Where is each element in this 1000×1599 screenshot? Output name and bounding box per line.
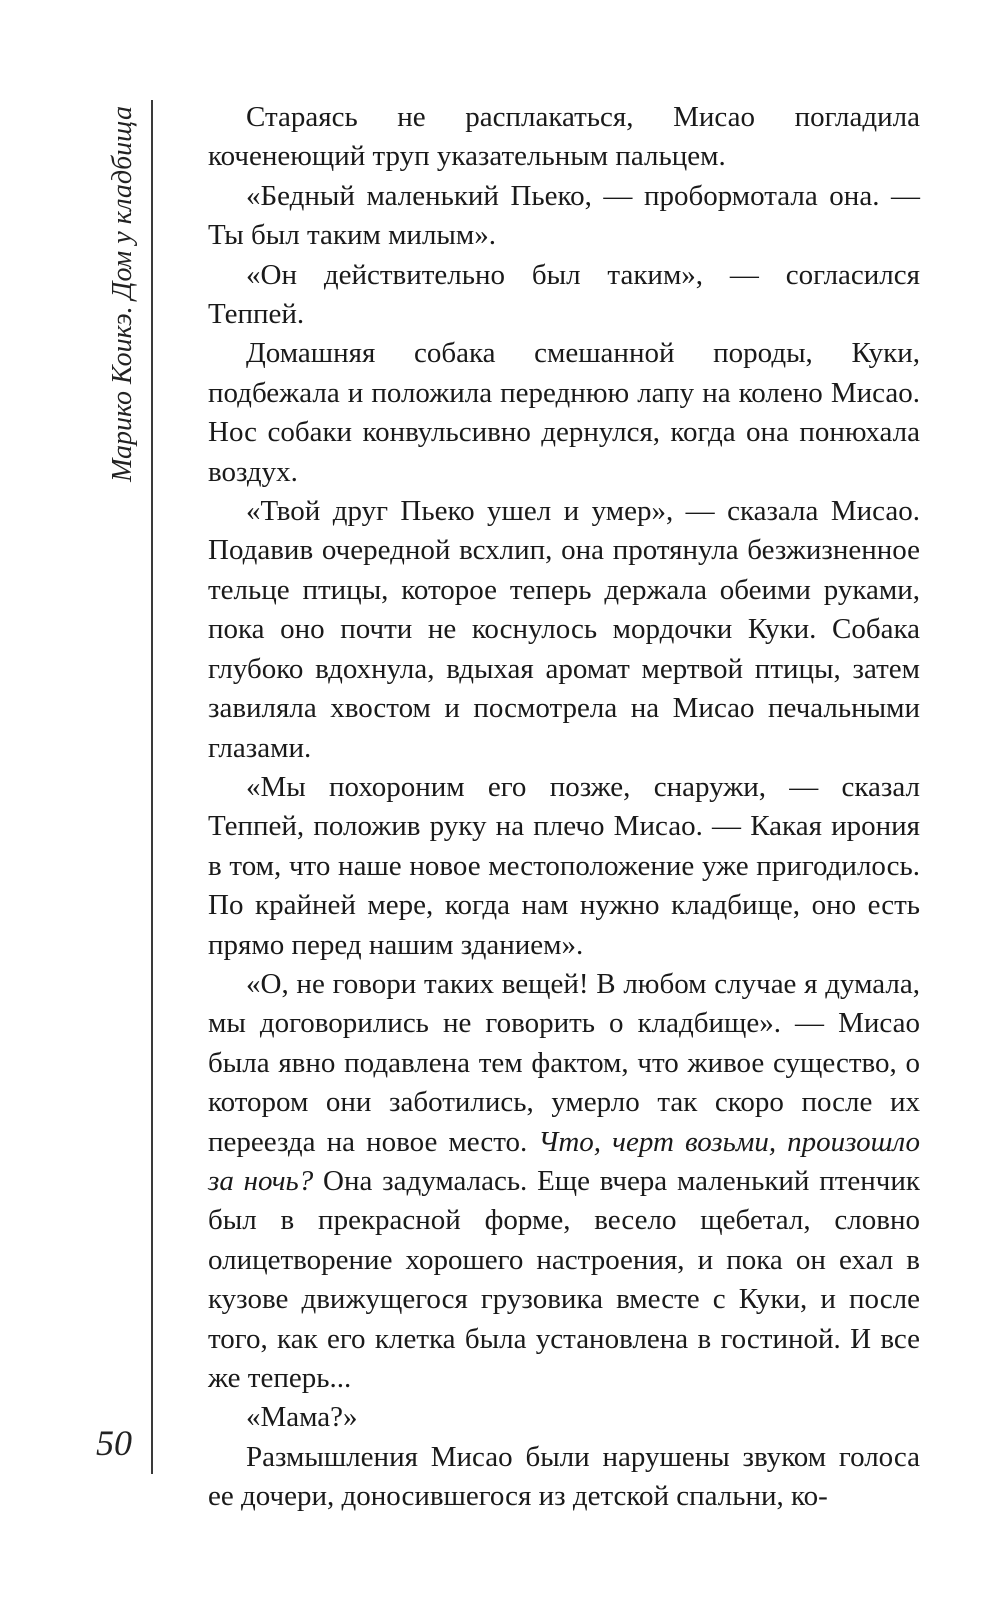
paragraph-7-italic: Что, черт возьми, произошло за ночь?	[208, 1125, 920, 1197]
paragraph-6: «Мы похороним его позже, снаружи, — сказал Теппей, положив руку на плечо Мисао. — Какая ирония в том, что наше новое местоположение уже пригодилось. По крайней мере, когда нам нужно кладбище, оно есть прямо перед нашим зданием».	[208, 770, 920, 961]
paragraph-7	[208, 965, 920, 1398]
running-header-text: Марико Коикэ. Дом у кладбища	[107, 106, 138, 482]
paragraph-7-before: «О, не говори таких вещей! В любом случае я думала, мы договорились не говорить о кладбище». — Мисао была явно подавлена тем фактом, что живое существо, о котором они заботились, умерло так скоро после их переезда на новое место.	[208, 967, 920, 1158]
paragraph-9: Размышления Мисао были нарушены звуком голоса ее дочери, доносившегося из детской спальни, ко-	[208, 1440, 920, 1513]
paragraph-3: «Он действительно был таким», — согласился Теппей.	[208, 258, 920, 331]
paragraph-2: «Бедный маленький Пьеко, — пробормотала она. — Ты был таким милым».	[208, 179, 920, 252]
side-vertical-rule	[151, 100, 153, 1474]
running-header	[103, 100, 143, 620]
paragraph-5: «Твой друг Пьеко ушел и умер», — сказала Мисао. Подавив очередной всхлип, она протянула безжизненное тельце птицы, которое теперь держала обеими руками, пока оно почти не коснулось мордочки Куки. Собака глубоко вдохнула, вдыхая аромат мертвой птицы, затем завиляла хвостом и посмотрела на Мисао печальными глазами.	[208, 495, 920, 764]
page-number: 50	[96, 1423, 132, 1463]
paragraph-7-after: Она задумалась. Еще вчера маленький птенчик был в прекрасной форме, весело щебетал, словно олицетворение хорошего настроения, и пока он ехал в кузове движущегося грузовика вместе с Куки, и после того, как его клетка была установлена в гостиной. И все же теперь...	[208, 1164, 920, 1394]
paragraph-4: Домашняя собака смешанной породы, Куки, подбежала и положила переднюю лапу на колено Мисао. Нос собаки конвульсивно дернулся, когда она понюхала воздух.	[208, 337, 920, 488]
paragraph-8: «Мама?»	[246, 1401, 358, 1434]
body-text	[208, 98, 920, 1513]
paragraph-1: Стараясь не расплакаться, Мисао погладила коченеющий труп указательным пальцем.	[208, 101, 920, 173]
